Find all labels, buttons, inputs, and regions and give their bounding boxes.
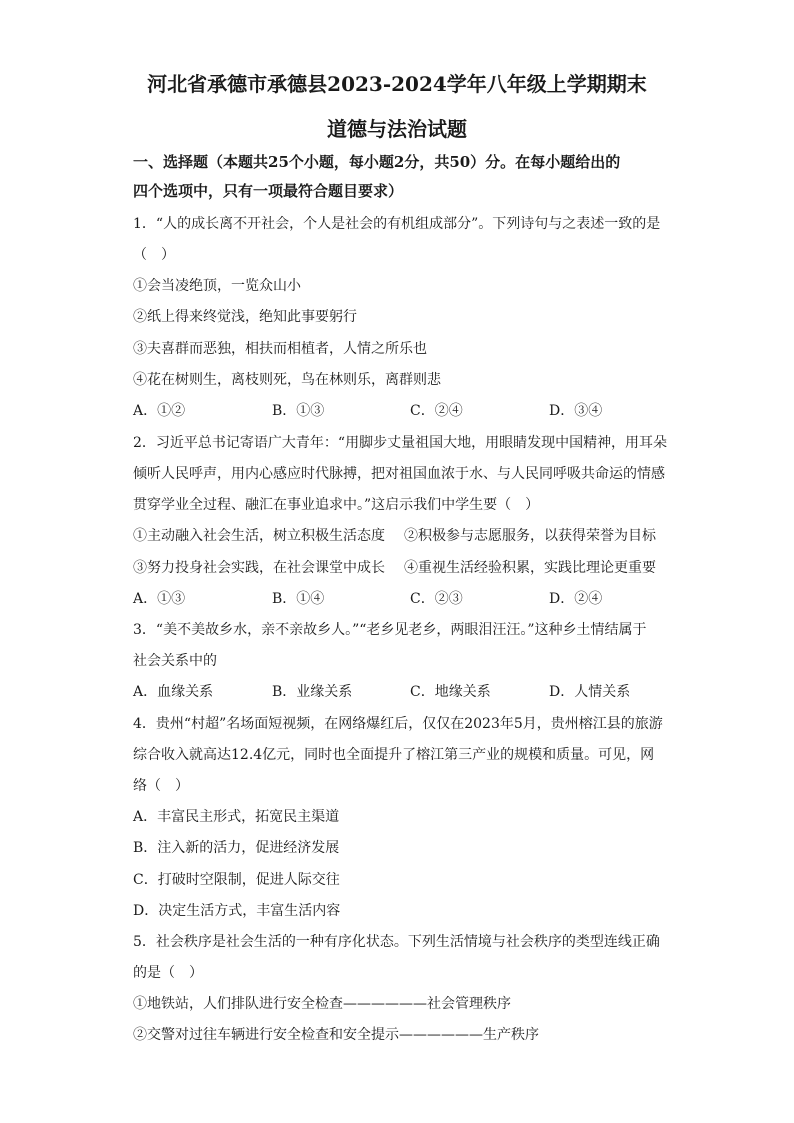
q5-item-1: ①地铁站，人们排队进行安全检查——————社会管理秩序 [133, 996, 511, 1012]
q1-item-3: ③夫喜群而恶独，相扶而相植者，人情之所乐也 [133, 341, 427, 357]
q3-option-a: A．血缘关系 [133, 684, 214, 700]
q3-option-c: C．地缘关系 [410, 684, 491, 700]
q3-option-b: B．业缘关系 [272, 684, 353, 700]
q4-option-d: D．决定生活方式，丰富生活内容 [133, 903, 341, 919]
q2-option-a: A．①③ [133, 591, 186, 607]
q1-item-2: ②纸上得来终觉浅，绝知此事要躬行 [133, 309, 357, 325]
q3-option-d: D．人情关系 [549, 684, 631, 700]
q2-item-2: ②积极参与志愿服务，以获得荣誉为目标 [404, 528, 656, 544]
q2-option-c: C．②③ [410, 591, 463, 607]
q2-stem-line-1: 2．习近平总书记寄语广大青年：“用脚步丈量祖国大地，用眼睛发现中国精神，用耳朵 [133, 435, 668, 451]
q2-stem-line-3: 贯穿学业全过程、融汇在事业追求中。”这启示我们中学生要（ ） [133, 497, 540, 513]
q1-item-4: ④花在树则生，离枝则死，鸟在林则乐，离群则悲 [133, 372, 441, 388]
q2-option-d: D．②④ [549, 591, 603, 607]
q4-stem-line-3: 络（ ） [133, 778, 189, 794]
q1-stem-line-1: 1．“人的成长离不开社会，个人是社会的有机组成部分”。下列诗句与之表述一致的是 [133, 216, 661, 232]
q2-item-3: ③努力投身社会实践，在社会课堂中成长 [133, 560, 385, 576]
q5-stem-line-1: 5．社会秩序是社会生活的一种有序化状态。下列生活情境与社会秩序的类型连线正确 [133, 934, 660, 950]
q2-stem-line-2: 倾听人民呼声，用内心感应时代脉搏，把对祖国血浓于水、与人民同呼吸共命运的情感 [133, 466, 665, 482]
q2-option-b: B．①④ [272, 591, 325, 607]
q1-option-d: D．③④ [549, 403, 603, 419]
q1-stem-line-2: （ ） [133, 247, 175, 263]
q1-option-c: C．②④ [410, 403, 463, 419]
exam-title-line-2: 道德与法治试题 [327, 117, 467, 141]
exam-title-line-1: 河北省承德市承德县2023-2024学年八年级上学期期末 [147, 72, 647, 96]
q1-option-a: A．①② [133, 403, 186, 419]
q5-item-2: ②交警对过往车辆进行安全检查和安全提示——————生产秩序 [133, 1027, 539, 1043]
q1-item-1: ①会当凌绝顶，一览众山小 [133, 278, 301, 294]
q4-stem-line-2: 综合收入就高达12.4亿元，同时也全面提升了榕江第三产业的规模和质量。可见，网 [133, 747, 655, 763]
q4-option-b: B．注入新的活力，促进经济发展 [133, 840, 340, 856]
q3-stem-line-1: 3．“美不美故乡水，亲不亲故乡人。”“老乡见老乡，两眼泪汪汪。”这种乡土情结属于 [133, 622, 647, 638]
q4-option-c: C．打破时空限制，促进人际交往 [133, 872, 340, 888]
q1-option-b: B．①③ [272, 403, 325, 419]
q4-option-a: A．丰富民主形式，拓宽民主渠道 [133, 809, 340, 825]
section-heading-line-2: 四个选项中，只有一项最符合题目要求） [133, 182, 404, 200]
section-heading-line-1: 一、选择题（本题共25个小题，每小题2分，共50）分。在每小题给出的 [133, 153, 621, 171]
q5-stem-line-2: 的是（ ） [133, 965, 203, 981]
q4-stem-line-1: 4．贵州“村超”名场面短视频，在网络爆红后，仅仅在2023年5月，贵州榕江县的旅游 [133, 716, 663, 732]
q3-stem-line-2: 社会关系中的 [133, 653, 217, 669]
q2-item-1: ①主动融入社会生活，树立积极生活态度 [133, 528, 385, 544]
q2-item-4: ④重视生活经验积累，实践比理论更重要 [404, 560, 656, 576]
